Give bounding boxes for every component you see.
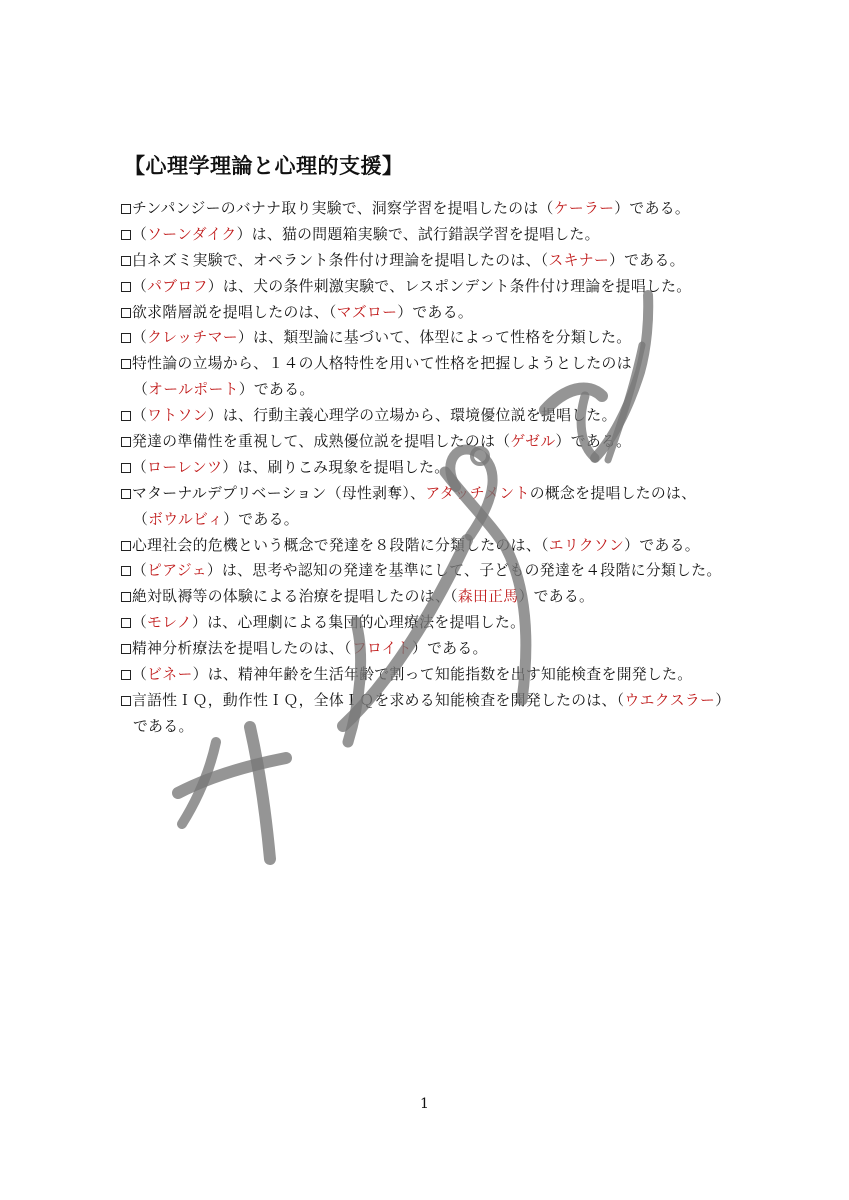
checklist-item-continuation xyxy=(121,507,761,533)
item-text: ）である。 xyxy=(518,588,595,606)
item-text: ）である。 xyxy=(555,433,632,451)
checklist-item-continuation xyxy=(121,714,761,740)
item-text: （ xyxy=(133,510,149,528)
item-text: 白ネズミ実験で、オペラント条件付け理論を提唱したのは、（ xyxy=(132,251,549,269)
checklist-item xyxy=(121,610,761,636)
checkbox-icon[interactable] xyxy=(121,566,131,576)
item-text: ）は、精神年齢を生活年齢で割って知能指数を出す知能検査を開発した。 xyxy=(192,666,693,684)
answer-name: クレッチマー xyxy=(147,329,238,347)
item-text: （ xyxy=(132,614,148,632)
checkbox-icon[interactable] xyxy=(121,282,131,292)
item-text: ）である。 xyxy=(614,200,691,217)
item-text: （ xyxy=(132,277,148,295)
answer-name: モレノ xyxy=(147,614,193,632)
item-text: （ xyxy=(132,666,148,684)
checkbox-icon[interactable] xyxy=(121,230,131,240)
answer-name: ケーラー xyxy=(553,200,615,217)
item-text: ）である。 xyxy=(223,510,299,528)
answer-name: ビネー xyxy=(147,666,193,684)
item-text: ）である。 xyxy=(238,381,315,399)
checkbox-icon[interactable] xyxy=(121,541,131,551)
checklist-item xyxy=(121,481,761,507)
checkbox-icon[interactable] xyxy=(121,256,131,266)
answer-name: パブロフ xyxy=(147,277,208,295)
item-text: 言語性ＩＱ，動作性ＩＱ，全体ＩＱを求める知能検査を開発したのは、（ xyxy=(132,691,625,709)
checklist-item xyxy=(121,584,761,610)
checkbox-icon[interactable] xyxy=(121,592,131,602)
answer-name: ワトソン xyxy=(147,407,208,425)
answer-name: エリクソン xyxy=(548,536,625,554)
checklist-item xyxy=(121,222,761,248)
checkbox-icon[interactable] xyxy=(121,670,131,680)
checklist-item xyxy=(121,636,761,662)
item-text: ）である。 xyxy=(609,251,685,269)
item-text: 欲求階層説を提唱したのは、（ xyxy=(132,303,337,321)
item-text: （ xyxy=(132,407,148,425)
item-text: （ xyxy=(132,562,148,580)
answer-name: 森田正馬 xyxy=(457,588,519,606)
item-text: の概念を提唱したのは、 xyxy=(529,484,697,502)
answer-name: ウエクスラー xyxy=(624,691,716,709)
checklist-item xyxy=(121,533,761,559)
item-text: （ xyxy=(133,381,149,399)
checklist-item xyxy=(121,662,761,688)
item-text: 特性論の立場から、１４の人格特性を用いて性格を把握しようとしたのは xyxy=(132,355,632,373)
checkbox-icon[interactable] xyxy=(121,333,131,343)
checklist-item xyxy=(121,688,761,714)
item-text: ）は、犬の条件刺激実験で、レスポンデント条件付け理論を提唱した。 xyxy=(207,277,692,295)
item-text: （ xyxy=(132,329,148,347)
item-text: ）は、心理劇による集団的心理療法を提唱した。 xyxy=(192,614,526,632)
checklist-item xyxy=(121,248,761,274)
item-text: ）は、刷りこみ現象を提唱した。 xyxy=(222,458,450,476)
answer-name: ゲゼル xyxy=(510,433,556,451)
checkbox-icon[interactable] xyxy=(121,411,131,421)
item-text: ）は、猫の問題箱実験で、試行錯誤学習を提唱した。 xyxy=(236,225,600,243)
checklist-item xyxy=(121,403,761,429)
item-text: （ xyxy=(132,225,148,243)
checklist xyxy=(121,196,761,740)
checkbox-icon[interactable] xyxy=(121,489,131,499)
checklist-item xyxy=(121,558,761,584)
checkbox-icon[interactable] xyxy=(121,644,131,654)
answer-name: ローレンツ xyxy=(147,458,223,476)
answer-name: オールポート xyxy=(148,381,239,399)
answer-name: アタッチメント xyxy=(425,484,530,502)
checkbox-icon[interactable] xyxy=(121,308,131,318)
page-title: 【心理学理論と心理的支援】 xyxy=(124,154,404,178)
checkbox-icon[interactable] xyxy=(121,359,131,369)
item-text: である。 xyxy=(133,717,194,735)
checklist-item xyxy=(121,300,761,326)
item-text: 心理社会的危機という概念で発達を８段階に分類したのは、（ xyxy=(132,536,549,554)
checkbox-icon[interactable] xyxy=(121,696,131,706)
answer-name: ピアジェ xyxy=(147,562,207,580)
checklist-item xyxy=(121,429,761,455)
answer-name: マズロー xyxy=(336,303,398,321)
checklist-item xyxy=(121,196,761,222)
item-text: ）である。 xyxy=(397,303,474,321)
checklist-item xyxy=(121,455,761,481)
item-text: （ xyxy=(132,458,148,476)
checkbox-icon[interactable] xyxy=(121,618,131,628)
item-text: 精神分析療法を提唱したのは、（ xyxy=(132,640,352,658)
page-number: 1 xyxy=(420,1096,429,1112)
checklist-item xyxy=(121,325,761,351)
answer-name: ソーンダイク xyxy=(147,225,237,243)
item-text: ）は、行動主義心理学の立場から、環境優位説を提唱した。 xyxy=(207,407,617,425)
item-text: ）である。 xyxy=(411,640,488,658)
checkbox-icon[interactable] xyxy=(121,463,131,473)
item-text: 絶対臥褥等の体験による治療を提唱したのは、（ xyxy=(132,588,458,606)
checkbox-icon[interactable] xyxy=(121,437,131,447)
checklist-item-continuation xyxy=(121,377,761,403)
answer-name: スキナー xyxy=(548,251,610,269)
item-text: ）は、類型論に基づいて、体型によって性格を分類した。 xyxy=(237,329,632,347)
answer-name: フロイト xyxy=(351,640,412,658)
item-text: マターナルデプリベーション（母性剥奪）、 xyxy=(132,484,426,502)
item-text: ） xyxy=(715,691,731,709)
item-text: ）である。 xyxy=(624,536,700,554)
item-text: 発達の準備性を重視して、成熟優位説を提唱したのは（ xyxy=(132,433,511,451)
checklist-item xyxy=(121,274,761,300)
answer-name: ボウルビィ xyxy=(148,510,224,528)
checklist-item xyxy=(121,351,761,377)
item-text: チンパンジーのバナナ取り実験で、洞察学習を提唱したのは（ xyxy=(132,200,554,217)
checkbox-icon[interactable] xyxy=(121,204,131,214)
item-text: ）は、思考や認知の発達を基準にして、子どもの発達を４段階に分類した。 xyxy=(206,562,722,580)
